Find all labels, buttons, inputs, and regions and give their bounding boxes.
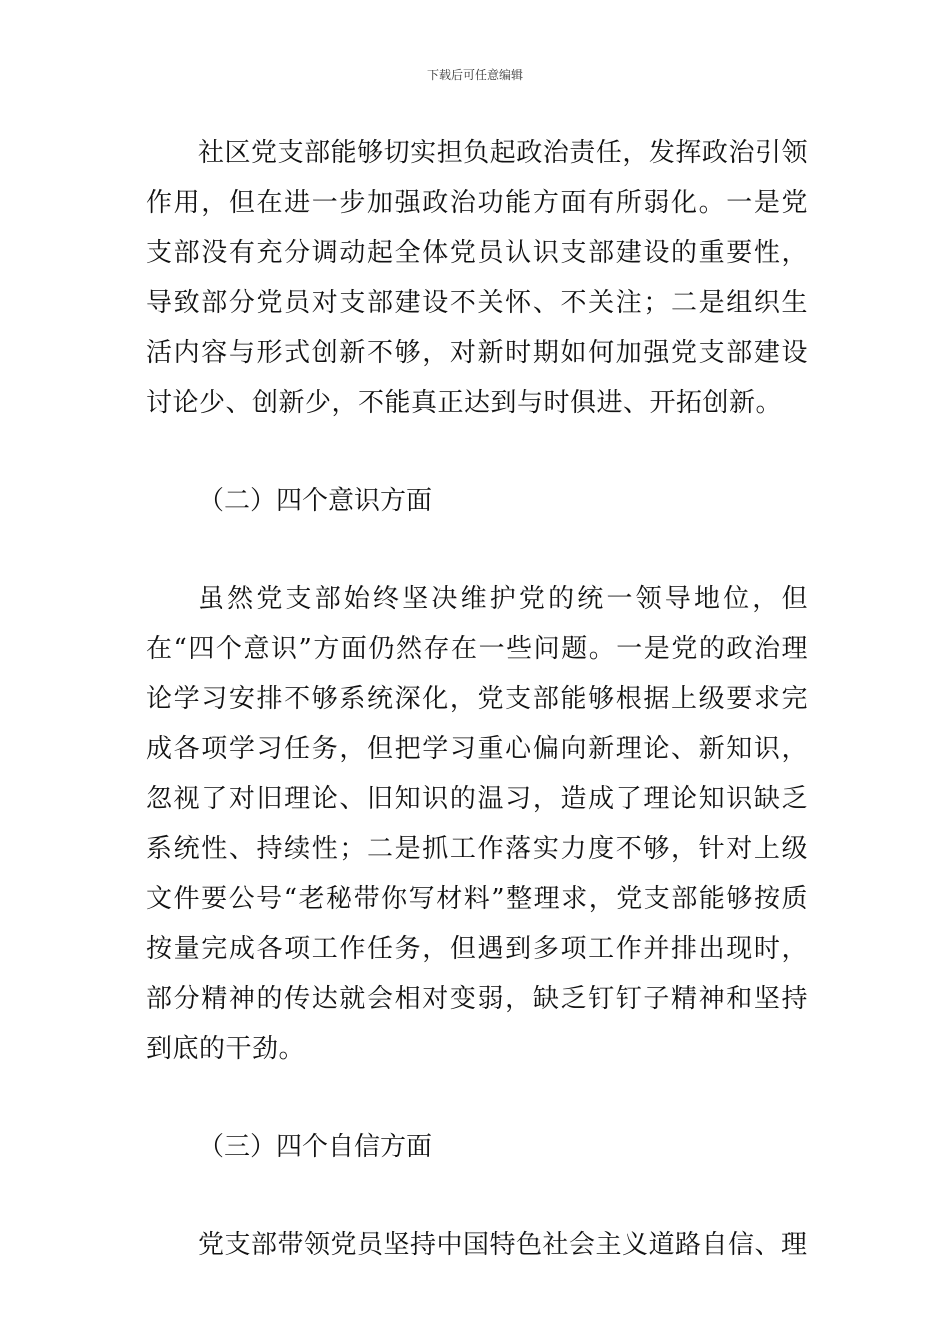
document-body [146, 128, 808, 1270]
section-heading-four-confidences: （三）四个自信方面 [198, 1132, 433, 1162]
paragraph-political-function: 社区党支部能够切实担负起政治责任，发挥政治引领作用，但在进一步加强政治功能方面有所弱化。一是党支部没有充分调动起全体党员认识支部建设的重要性，导致部分党员对支部建设不关怀、不关注；二是组织生活内容与形式创新不够，对新时期如何加强党支部建设讨论少、创新少，不能真正达到与时俱进、开拓创新。 [146, 138, 808, 418]
paragraph-four-confidences: 党支部带领党员坚持中国特色社会主义道路自信、理 [198, 1230, 808, 1260]
paragraph-four-consciousness: 虽然党支部始终坚决维护党的统一领导地位，但在“四个意识”方面仍然存在一些问题。一是党的政治理论学习安排不够系统深化，党支部能够根据上级要求完成各项学习任务，但把学习重心偏向新理论、新知识，忽视了对旧理论、旧知识的温习，造成了理论知识缺乏系统性、持续性；二是抓工作落实力度不够，针对上级文件要公号“老秘带你写材料”整理求，党支部能够按质按量完成各项工作任务，但遇到多项工作并排出现时，部分精神的传达就会相对变弱，缺乏钉钉子精神和坚持到底的干劲。 [146, 584, 808, 1064]
section-heading-four-consciousness: （二）四个意识方面 [198, 486, 433, 516]
page-header-note: 下载后可任意编辑 [426, 68, 523, 82]
